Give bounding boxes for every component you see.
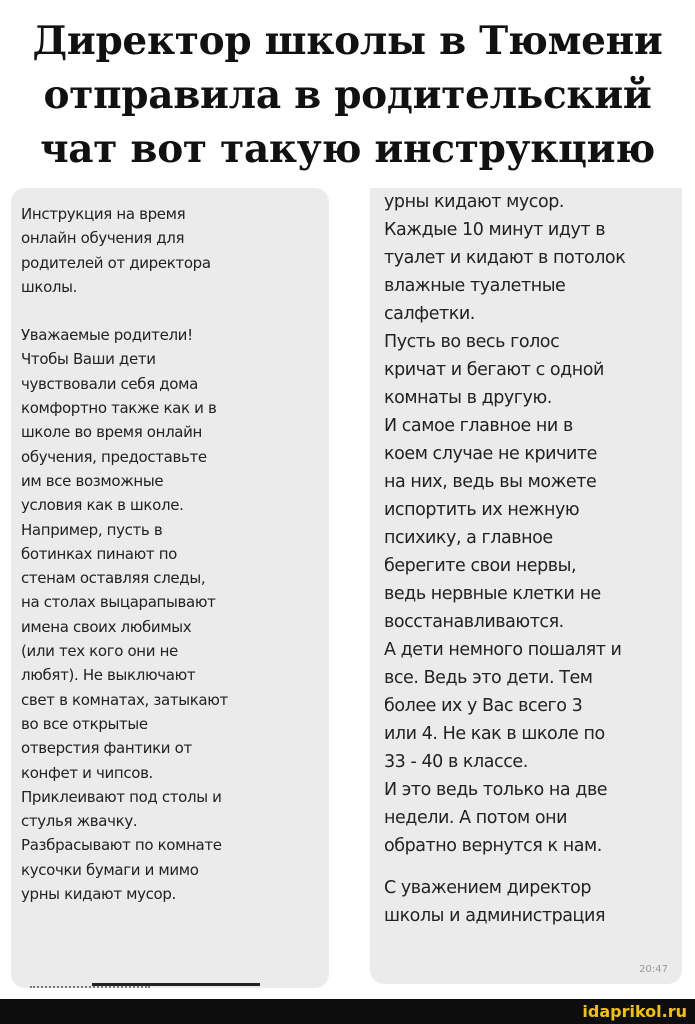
message-left-text (21, 202, 228, 906)
left-line: условия как в школе. (21, 496, 184, 515)
left-line: любят). Не выключают (21, 666, 196, 685)
right-line: туалет и кидают в потолок (384, 248, 626, 268)
right-line: С уважением директор (384, 878, 591, 898)
headline (0, 14, 695, 176)
left-line: Разбрасывают по комнате (21, 836, 222, 855)
right-spacer (384, 860, 625, 874)
right-line: комнаты в другую. (384, 388, 552, 408)
right-line: обратно вернутся к нам. (384, 836, 602, 856)
right-line: влажные туалетные (384, 276, 566, 296)
right-line: на них, ведь вы можете (384, 472, 597, 492)
left-line: Чтобы Ваши дети (21, 350, 156, 369)
right-line: коем случае не кричите (384, 444, 597, 464)
message-timestamp: 20:47 (639, 964, 668, 975)
watermark-text: idaprikol.ru (582, 1002, 687, 1021)
right-line: восстанавливаются. (384, 612, 564, 632)
left-line: на столах выцарапывают (21, 593, 216, 612)
message-bubble-left (11, 188, 329, 988)
right-line: более их у Вас всего 3 (384, 696, 583, 716)
left-line: отверстия фантики от (21, 739, 192, 758)
left-line: Инструкция на время (21, 205, 186, 223)
message-bubble-right (370, 188, 682, 984)
right-line: Каждые 10 минут идут в (384, 220, 606, 240)
left-line: конфет и чипсов. (21, 763, 153, 782)
message-right-text (384, 188, 625, 930)
headline-line-3: чат вот такую инструкцию (40, 126, 655, 172)
left-line: стенам оставляя следы, (21, 569, 206, 588)
right-line: кричат и бегают с одной (384, 360, 604, 380)
left-line: школе во время онлайн (21, 423, 202, 442)
left-line: во все открытые (21, 714, 148, 733)
left-line: обучения, предоставьте (21, 447, 207, 466)
left-line: ботинках пинают по (21, 544, 177, 563)
left-line: (или тех кого они не (21, 642, 178, 661)
right-line: 33 - 40 в классе. (384, 752, 528, 772)
right-line: Пусть во весь голос (384, 332, 560, 352)
right-line: психику, а главное (384, 528, 553, 548)
left-line: имена своих любимых (21, 617, 192, 636)
left-line: чувствовали себя дома (21, 374, 198, 393)
right-line: И это ведь только на две (384, 780, 608, 800)
left-line: им все возможные (21, 471, 164, 490)
left-spacer (21, 299, 228, 323)
cropped-text-remnant (30, 986, 150, 990)
left-line: онлайн обучения для (21, 229, 185, 248)
headline-line-1: Директор школы в Тюмени (32, 18, 663, 64)
right-line: берегите свои нервы, (384, 556, 577, 576)
left-line: Уважаемые родители! (21, 326, 193, 345)
left-line: комфортно также как и в (21, 399, 217, 418)
right-line: И самое главное ни в (384, 416, 573, 436)
right-line: школы и администрация (384, 906, 606, 926)
right-line: все. Ведь это дети. Тем (384, 668, 593, 688)
right-line: или 4. Не как в школе по (384, 724, 605, 744)
left-line: Приклеивают под столы и (21, 787, 222, 806)
headline-line-2: отправила в родительский (43, 72, 652, 118)
left-line: родителей от директора (21, 253, 211, 272)
watermark-bar (0, 999, 695, 1024)
left-line: школы. (21, 277, 78, 296)
left-line: свет в комнатах, затыкают (21, 690, 228, 709)
right-line: А дети немного пошалят и (384, 640, 622, 660)
left-line: стулья жвачку. (21, 812, 138, 831)
left-line: Например, пусть в (21, 520, 163, 539)
right-line: салфетки. (384, 304, 475, 324)
left-line: кусочки бумаги и мимо (21, 860, 199, 879)
right-line: испортить их нежную (384, 500, 580, 520)
right-line: недели. А потом они (384, 808, 568, 828)
right-line: урны кидают мусор. (384, 192, 564, 212)
left-line: урны кидают мусор. (21, 885, 176, 904)
right-line: ведь нервные клетки не (384, 584, 601, 604)
